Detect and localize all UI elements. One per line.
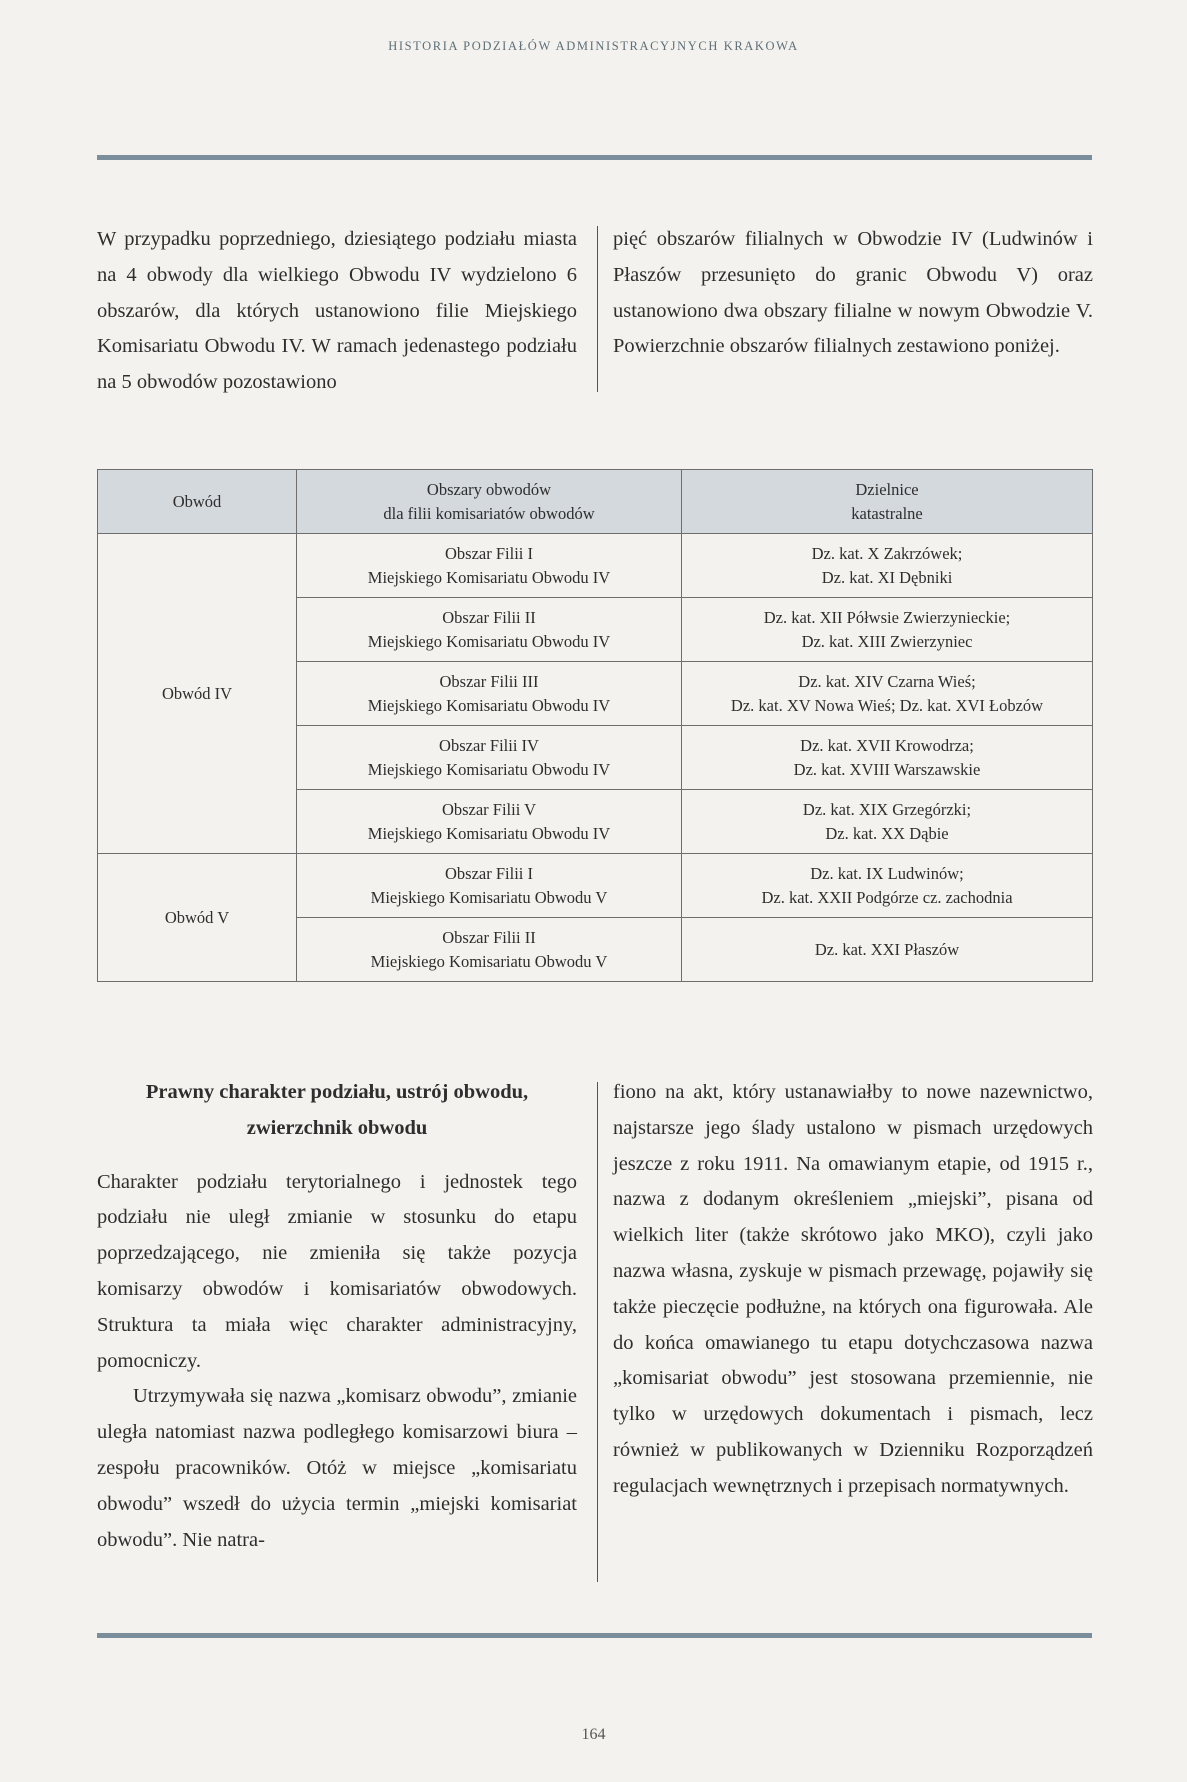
obwod-cell: Obwód IV (98, 534, 297, 854)
dzielnice-line1: Dz. kat. X Zakrzówek; (811, 543, 963, 563)
obszar-line2: Miejskiego Komisariatu Obwodu V (370, 951, 608, 971)
column-separator (597, 226, 598, 392)
obszar-line2: Miejskiego Komisariatu Obwodu IV (367, 759, 611, 779)
bottom-rule (97, 1633, 1092, 1638)
obszar-line1: Obszar Filii II (442, 927, 536, 947)
intro-left-column (97, 222, 577, 401)
obszar-cell (297, 918, 682, 982)
obszar-line2: Miejskiego Komisariatu Obwodu IV (367, 567, 611, 587)
branch-areas-table (97, 469, 1093, 982)
dzielnice-line2: Dz. kat. XV Nowa Wieś; Dz. kat. XVI Łobzów (730, 695, 1044, 715)
dzielnice-line2: Dz. kat. XVIII Warszawskie (793, 759, 981, 779)
obszar-line2: Miejskiego Komisariatu Obwodu IV (367, 695, 611, 715)
header-obszary (297, 470, 682, 534)
table-header-row (98, 470, 1093, 534)
dzielnice-line1: Dz. kat. XXI Płaszów (814, 939, 960, 959)
obszar-line2: Miejskiego Komisariatu Obwodu IV (367, 631, 611, 651)
dzielnice-cell (682, 854, 1093, 918)
obszar-line1: Obszar Filii II (442, 607, 536, 627)
header-obszary-line1: Obszary obwodów (426, 479, 552, 499)
section-title (97, 1075, 577, 1147)
dzielnice-cell (682, 790, 1093, 854)
dzielnice-line2: Dz. kat. XX Dąbie (825, 823, 949, 843)
dzielnice-cell (682, 534, 1093, 598)
dzielnice-cell (682, 726, 1093, 790)
header-obszary-line2: dla filii komisariatów obwodów (383, 503, 595, 523)
dzielnice-line1: Dz. kat. IX Ludwinów; (810, 863, 964, 883)
intro-right-column (613, 222, 1093, 365)
obszar-line2: Miejskiego Komisariatu Obwodu IV (367, 823, 611, 843)
dzielnice-line2: Dz. kat. XIII Zwierzyniec (801, 631, 973, 651)
dzielnice-cell (682, 918, 1093, 982)
section-left-column (97, 1075, 577, 1558)
dzielnice-cell (682, 598, 1093, 662)
header-obwod-label: Obwód (172, 491, 222, 511)
section-title-line2: zwierzchnik obwodu (246, 1116, 428, 1139)
dzielnice-line1: Dz. kat. XVII Krowodrza; (800, 735, 974, 755)
dzielnice-line1: Dz. kat. XIV Czarna Wieś; (798, 671, 976, 691)
dzielnice-cell (682, 662, 1093, 726)
obszar-line1: Obszar Filii III (439, 671, 539, 691)
dzielnice-line2: Dz. kat. XXII Podgórze cz. zachodnia (761, 887, 1013, 907)
dzielnice-line1: Dz. kat. XIX Grzegórzki; (802, 799, 972, 819)
dzielnice-line1: Dz. kat. XII Półwsie Zwierzynieckie; (763, 607, 1011, 627)
table-row (98, 854, 1093, 918)
obszar-cell (297, 790, 682, 854)
running-head: HISTORIA PODZIAŁÓW ADMINISTRACYJNYCH KRAKOWA (388, 39, 799, 53)
obszar-line1: Obszar Filii V (441, 799, 537, 819)
obszar-line1: Obszar Filii I (445, 863, 533, 883)
table-row (98, 534, 1093, 598)
obszar-cell (297, 598, 682, 662)
section-left-paragraph-2: Utrzymywała się nazwa „komisarz obwodu”, zmianie uległa natomiast nazwa podległego komisarzowi biura – zespołu pracowników. Otóż w miejsce „komisariatu obwodu” wszedł do użycia termin „miejski komisariat obwodu”. Nie natra- (97, 1385, 577, 1551)
section-right-column (613, 1075, 1093, 1505)
obszar-cell (297, 854, 682, 918)
column-separator (597, 1082, 598, 1582)
header-obwod (98, 470, 297, 534)
top-rule (97, 155, 1092, 160)
section-title-line1: Prawny charakter podziału, ustrój obwodu, (145, 1081, 529, 1103)
header-dzielnice-line2: katastralne (851, 503, 923, 523)
header-dzielnice-line1: Dzielnice (855, 479, 919, 499)
obszar-cell (297, 662, 682, 726)
obszar-line1: Obszar Filii IV (439, 735, 539, 755)
obszar-cell (297, 534, 682, 598)
header-dzielnice (682, 470, 1093, 534)
intro-left-paragraph: W przypadku poprzedniego, dziesiątego podziału miasta na 4 obwody dla wielkiego Obwodu IV wydzielono 6 obszarów, dla których ustanowiono filie Miejskiego Komisariatu Obwodu IV. W ramach jedenastego podziału na 5 obwodów pozostawiono (97, 228, 577, 394)
dzielnice-line2: Dz. kat. XI Dębniki (821, 567, 953, 587)
section-left-paragraph-1: Charakter podziału terytorialnego i jednostek tego podziału nie uległ zmianie w stosunku do etapu poprzedzającego, nie zmieniła się także pozycja komisarzy obwodów i komisariatów obwodowych. Struktura ta miała więc charakter administracyjny, pomocniczy. (97, 1170, 577, 1372)
obwod-cell: Obwód V (98, 854, 297, 982)
section-right-paragraph-1: fiono na akt, który ustanawiałby to nowe nazewnictwo, najstarsze jego ślady ustalono w pismach urzędowych jeszcze z roku 1911. Na omawianym etapie, od 1915 r., nazwa z dodanym określeniem „miejski”, pisana od wielkich liter (także skrótowo jako MKO), czyli jako nazwa własna, zyskuje w pismach przewagę, pojawiły się także pieczęcie podłużne, na których ona figurowała. Ale do końca omawianego tu etapu dotychczasowa nazwa „komisariat obwodu” jest stosowana przemiennie, nie tylko w urzędowych dokumentach i pismach, lecz również w publikowanych w Dzienniku Rozporządzeń regulacjach wewnętrznych i przepisach normatywnych. (613, 1081, 1093, 1497)
obszar-line2: Miejskiego Komisariatu Obwodu V (370, 887, 608, 907)
obszar-cell (297, 726, 682, 790)
obszar-line1: Obszar Filii I (445, 543, 533, 563)
page-number: 164 (581, 1726, 606, 1743)
intro-right-paragraph: pięć obszarów filialnych w Obwodzie IV (Ludwinów i Płaszów przesunięto do granic Obwodu V) oraz ustanowiono dwa obszary filialne w nowym Obwodzie V. Powierzchnie obszarów filialnych zestawiono poniżej. (613, 228, 1093, 358)
